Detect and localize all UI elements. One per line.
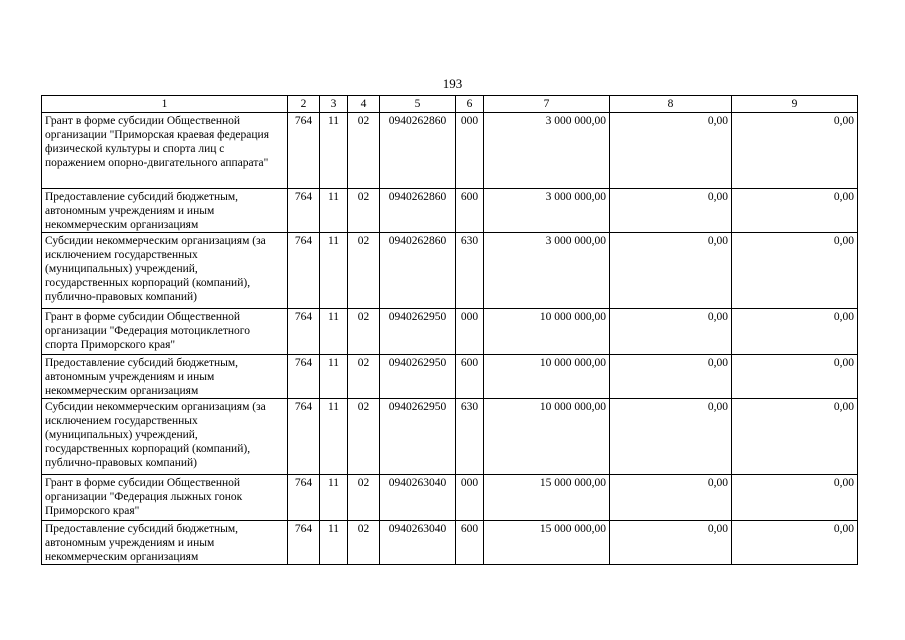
row-value-8: 0,00 — [610, 399, 732, 475]
column-header: 4 — [348, 96, 380, 113]
row-code-6: 000 — [456, 475, 484, 521]
row-value-9: 0,00 — [732, 233, 858, 309]
row-code-2: 764 — [288, 113, 320, 189]
row-value-9: 0,00 — [732, 113, 858, 189]
row-name: Предоставление субсидий бюджетным, автономным учреждениям и иным некоммерческим организациям — [42, 521, 288, 565]
table-row — [42, 521, 858, 565]
row-code-3: 11 — [320, 355, 348, 399]
column-header: 9 — [732, 96, 858, 113]
table-row — [42, 113, 858, 189]
row-code-3: 11 — [320, 233, 348, 309]
row-value-7: 10 000 000,00 — [484, 355, 610, 399]
row-code-6: 600 — [456, 189, 484, 233]
row-code-2: 764 — [288, 309, 320, 355]
row-value-8: 0,00 — [610, 475, 732, 521]
row-value-7: 3 000 000,00 — [484, 113, 610, 189]
row-code-4: 02 — [348, 355, 380, 399]
row-code-2: 764 — [288, 189, 320, 233]
table-row — [42, 355, 858, 399]
table-row — [42, 399, 858, 475]
row-name: Грант в форме субсидии Общественной организации "Федерация мотоциклетного спорта Приморского края" — [42, 309, 288, 355]
row-value-7: 15 000 000,00 — [484, 521, 610, 565]
row-code-2: 764 — [288, 399, 320, 475]
row-code-4: 02 — [348, 233, 380, 309]
table-row — [42, 475, 858, 521]
row-value-7: 10 000 000,00 — [484, 309, 610, 355]
column-header: 2 — [288, 96, 320, 113]
row-value-7: 10 000 000,00 — [484, 399, 610, 475]
table-row — [42, 233, 858, 309]
row-code-3: 11 — [320, 189, 348, 233]
row-code-3: 11 — [320, 475, 348, 521]
page-number: 193 — [442, 76, 463, 91]
row-code-6: 600 — [456, 355, 484, 399]
row-name: Грант в форме субсидии Общественной организации "Федерация лыжных гонок Приморского края" — [42, 475, 288, 521]
row-code-5: 0940262950 — [380, 399, 456, 475]
row-value-8: 0,00 — [610, 233, 732, 309]
row-code-4: 02 — [348, 309, 380, 355]
row-name: Субсидии некоммерческим организациям (за исключением государственных (муниципальных) учреждений, государственных корпораций (компаний), публично-правовых компаний) — [42, 399, 288, 475]
row-value-8: 0,00 — [610, 355, 732, 399]
row-code-2: 764 — [288, 521, 320, 565]
row-value-9: 0,00 — [732, 475, 858, 521]
row-code-6: 000 — [456, 113, 484, 189]
row-code-4: 02 — [348, 521, 380, 565]
column-header: 7 — [484, 96, 610, 113]
row-name: Грант в форме субсидии Общественной организации "Приморская краевая федерация физической культуры и спорта лиц с поражением опорно-двигательного аппарата" — [42, 113, 288, 189]
row-value-9: 0,00 — [732, 189, 858, 233]
row-code-6: 630 — [456, 399, 484, 475]
row-code-6: 000 — [456, 309, 484, 355]
column-header: 1 — [42, 96, 288, 113]
row-value-8: 0,00 — [610, 309, 732, 355]
row-name: Предоставление субсидий бюджетным, автономным учреждениям и иным некоммерческим организациям — [42, 355, 288, 399]
row-value-8: 0,00 — [610, 113, 732, 189]
row-code-2: 764 — [288, 233, 320, 309]
row-code-5: 0940262860 — [380, 113, 456, 189]
row-code-3: 11 — [320, 113, 348, 189]
row-value-7: 15 000 000,00 — [484, 475, 610, 521]
row-code-5: 0940262950 — [380, 309, 456, 355]
row-value-8: 0,00 — [610, 521, 732, 565]
row-value-9: 0,00 — [732, 355, 858, 399]
row-value-7: 3 000 000,00 — [484, 233, 610, 309]
row-code-4: 02 — [348, 113, 380, 189]
column-header: 3 — [320, 96, 348, 113]
row-code-3: 11 — [320, 309, 348, 355]
row-code-4: 02 — [348, 399, 380, 475]
table-row — [42, 189, 858, 233]
row-code-4: 02 — [348, 475, 380, 521]
row-code-5: 0940263040 — [380, 521, 456, 565]
row-value-9: 0,00 — [732, 309, 858, 355]
row-code-6: 600 — [456, 521, 484, 565]
row-value-9: 0,00 — [732, 399, 858, 475]
row-code-2: 764 — [288, 475, 320, 521]
row-code-3: 11 — [320, 399, 348, 475]
row-code-3: 11 — [320, 521, 348, 565]
row-code-2: 764 — [288, 355, 320, 399]
row-code-4: 02 — [348, 189, 380, 233]
row-name: Субсидии некоммерческим организациям (за исключением государственных (муниципальных) учреждений, государственных корпораций (компаний), публично-правовых компаний) — [42, 233, 288, 309]
table-row — [42, 309, 858, 355]
row-code-5: 0940262860 — [380, 233, 456, 309]
row-code-6: 630 — [456, 233, 484, 309]
row-value-8: 0,00 — [610, 189, 732, 233]
row-code-5: 0940262950 — [380, 355, 456, 399]
budget-table — [41, 95, 858, 565]
column-header: 8 — [610, 96, 732, 113]
column-header: 5 — [380, 96, 456, 113]
row-code-5: 0940263040 — [380, 475, 456, 521]
row-name: Предоставление субсидий бюджетным, автономным учреждениям и иным некоммерческим организациям — [42, 189, 288, 233]
table-header-row — [42, 96, 858, 113]
row-value-7: 3 000 000,00 — [484, 189, 610, 233]
row-code-5: 0940262860 — [380, 189, 456, 233]
row-value-9: 0,00 — [732, 521, 858, 565]
column-header: 6 — [456, 96, 484, 113]
